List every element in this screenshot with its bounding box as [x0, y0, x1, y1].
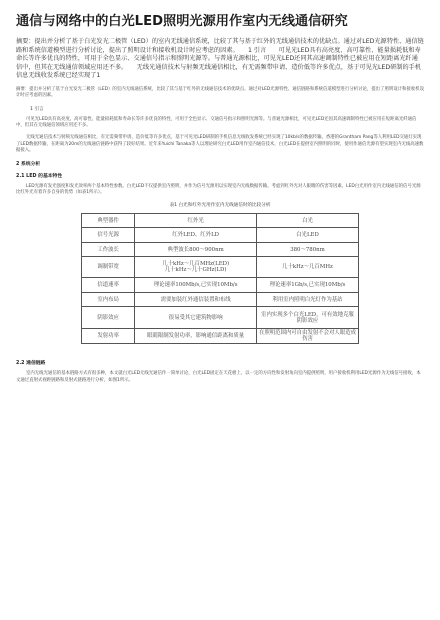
table-cell: 在照明范围内可自由发射不会对人眼造成伤害	[256, 329, 358, 344]
table-row	[82, 228, 359, 243]
table-cell: 室内实现多个白光LED，可有效地克服阴影效应	[256, 307, 358, 329]
abstract-block-primary: 摘要：提出并分析了基于白光发光二极管（LED）的室内无线通信系统，比较了其与基于红外的无线通信技术的优缺点。通过对LED光源特性、通信链路和系统信道模型进行分析讨论，提出了照明设计和接收机设计时应考虑的因素。 1 引言 可见光LED具有高亮度、高可靠性、能量损耗低和寿命长等许多优良的特性，可用于全色显示、交通信号指示和照明光源等。与普通光源相比，可见光LED还同其高速调制特性已被应用在短距离光纤通信中，但其在无线通信领域应用还不多。 无线光通信技术与射频无线通信相比，有无需频带申请、造价低等许多优点，基于可见光LED研制的手机信息无线收发系统已经实现了1	[16, 38, 424, 80]
table-cell: 阴影效应	[82, 307, 135, 329]
table-header-cell: 白光	[256, 213, 358, 228]
table-cell: 典型波长800～900nm	[135, 242, 257, 257]
abstract-block-secondary: 摘要：提出并分析了基于白光发光二极管（LED）的室内无线通信系统，比较了其与基于红外的无线通信技术的优缺点。通过对LED光源特性、通信链路和系统信道模型进行分析讨论，提出了照明设计和接收机设计时应考虑的因素。	[16, 86, 424, 99]
table-cell: 几十kHz～几百MHz	[256, 257, 358, 278]
table-header-row	[82, 213, 359, 228]
table-row	[82, 292, 359, 307]
table-cell: 380～780nm	[256, 242, 358, 257]
table-cell: 理论速率100Mb/s,已实现10Mb/s	[135, 278, 257, 293]
paragraph-intro-1: 可见光LED具有高亮度、高可靠性、能量损耗低和寿命长等许多优良的特性，可用于全色显示、交通信号指示和照明光源等。与普通光源相比，可见光LED还因其高速调制特性已被应用在短距离光纤通信中，但其在无线通信领域应用还不多。	[16, 116, 417, 129]
table-row	[82, 329, 359, 344]
table-cell: 工作波长	[82, 242, 135, 257]
table-cell: 理论速率1Gb/s,已实现10Mb/s	[256, 278, 358, 293]
table-row	[82, 278, 359, 293]
table-cell: 利用室内照明白光灯作为基站	[256, 292, 358, 307]
table-header-cell: 典型器件	[82, 213, 135, 228]
table-cell: 很易受其它建筑物影响	[135, 307, 257, 329]
subsection-heading-led-characteristics: 2.1 LED 的基本特性	[16, 173, 63, 179]
section-heading-intro: 1 引言	[30, 106, 44, 112]
subsection-heading-communication-link: 2.2 通信链路	[16, 360, 46, 366]
table-cell: 信道速率	[82, 278, 135, 293]
table-cell: 调制带宽	[82, 257, 135, 278]
paragraph-led-characteristics: LED光源有发光强度和发光效率两个基本特性参数。白光LED不仅提供室内照明，并作为信号光源用以实现室内无线数据传输。考虑到红外光对人眼睛的伤害等因素，LED白光用作室内无线通信的信号光源比红外光有着许多自身的优势（如表1所示）。	[16, 183, 421, 196]
table-header-cell: 红外光	[135, 213, 257, 228]
comparison-table	[81, 213, 359, 344]
page-title: 通信与网络中的白光LED照明光源用作室内无线通信研究	[16, 14, 348, 29]
table-cell: 需要加装红外通信装置和布线	[135, 292, 257, 307]
table-caption: 表1 白光和红外光用作室内无线通信时的比较分析	[169, 202, 271, 208]
table-cell: 白光LED	[256, 228, 358, 243]
section-heading-system-analysis: 2 系统分析	[16, 161, 41, 167]
table-row	[82, 307, 359, 329]
paragraph-communication-link: 室内无线光通信的基本链路方式有很多种，本文就白光LED无线光通信作一简单讨论，白光LED固定在天花板上，以一定的方向性和发射角向室内提供照明，用户接收机利用LED光源作为无线信号接收，本文通过直射式视距链路和反射式链路进行分析，如图1所示。	[16, 370, 421, 383]
table-row	[82, 242, 359, 257]
table-row	[82, 257, 359, 278]
table-cell: 红外LED、红外LD	[135, 228, 257, 243]
table-cell: 几十kHz～几百MHz(LED) 几十kHz～几十GHz(LD)	[135, 257, 257, 278]
paragraph-intro-2: 无线光通信技术与射频无线通信相比，有无需频带申请、造价低等许多优点，基于可见光LED研制的手机信息无线收发系统已经实现了10kb/s的数据传输。香港的Grantham Pang等人利用LED交通灯实现了LED数据传输，在距离为20m的无线通信链路中获得了较好结果。近年来Yuichi Tanaka等人以理论研究白光LED用作室内通信技术，白光LED在提供室内照明的同时，使用作通信光源有望实现室内无线高速数据接入。	[16, 134, 424, 154]
table-cell: 室内布局	[82, 292, 135, 307]
table-cell: 发射功率	[82, 329, 135, 344]
table-cell: 眼睛限制发射功率，影响通信距离和质量	[135, 329, 257, 344]
table-cell: 信号光源	[82, 228, 135, 243]
